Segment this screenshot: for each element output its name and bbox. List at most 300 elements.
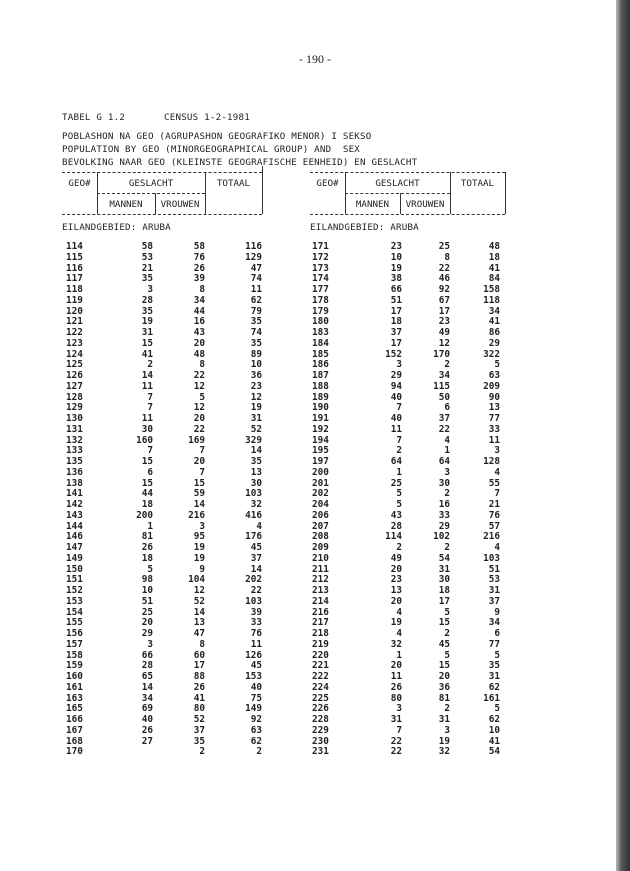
table-row (312, 479, 512, 490)
geo-cell: 114 (66, 241, 83, 252)
table-row (66, 618, 266, 629)
table-row (312, 726, 512, 737)
vrouwen-cell: 48 (193, 348, 205, 360)
geo-cell: 132 (66, 434, 83, 446)
vrouwen-cell: 3 (444, 724, 450, 736)
vrouwen-cell: 8 (444, 251, 450, 263)
table-row (66, 403, 266, 414)
vrouwen-cell: 216 (188, 509, 205, 521)
geo-cell: 165 (66, 703, 83, 715)
totaal-cell: 84 (488, 273, 500, 285)
table-row (66, 500, 266, 511)
table-row (312, 543, 512, 554)
left-region-label: EILANDGEBIED: ARUBA (62, 222, 171, 233)
table-row (312, 715, 512, 726)
vrouwen-cell: 20 (193, 337, 205, 349)
mannen-cell: 35 (141, 273, 153, 285)
geo-cell: 226 (312, 703, 329, 715)
geo-cell: 119 (66, 294, 83, 306)
vrouwen-cell: 32 (438, 746, 450, 758)
left-header-mid-rule (97, 193, 205, 194)
table-row (66, 608, 266, 619)
mannen-cell: 1 (396, 649, 402, 661)
mannen-cell: 3 (396, 703, 402, 715)
mannen-cell: 31 (141, 327, 153, 338)
left-header-totaal: TOTAAL (216, 178, 251, 189)
geo-cell: 141 (66, 488, 83, 500)
totaal-cell: 202 (245, 574, 262, 586)
mannen-cell: 22 (390, 735, 402, 747)
totaal-cell: 53 (488, 574, 500, 586)
mannen-cell: 41 (141, 348, 153, 360)
table-row (66, 683, 266, 694)
mannen-cell: 66 (390, 284, 402, 295)
mannen-cell: 98 (141, 574, 153, 586)
vrouwen-cell: 104 (188, 574, 205, 586)
table-row (66, 382, 266, 393)
table-row (66, 339, 266, 350)
geo-cell: 161 (66, 681, 83, 693)
totaal-cell: 45 (250, 542, 262, 553)
vrouwen-cell: 22 (193, 370, 205, 381)
geo-cell: 155 (66, 617, 83, 629)
table-row (312, 328, 512, 339)
table-row (312, 683, 512, 694)
left-header-mannen: MANNEN (109, 199, 143, 210)
mannen-cell: 160 (136, 434, 153, 446)
totaal-cell: 10 (250, 359, 262, 371)
table-row (312, 274, 512, 285)
right-header-geslacht: GESLACHT (375, 178, 420, 189)
vrouwen-cell: 14 (193, 499, 205, 510)
mannen-cell: 80 (390, 692, 402, 704)
table-row (66, 640, 266, 651)
totaal-cell: 118 (483, 294, 500, 306)
vrouwen-cell: 43 (193, 327, 205, 338)
totaal-cell: 63 (488, 370, 500, 381)
table-row (66, 586, 266, 597)
geo-cell: 184 (312, 337, 329, 349)
geo-cell: 173 (312, 262, 329, 274)
mannen-cell: 30 (141, 423, 153, 435)
geo-cell: 156 (66, 628, 83, 639)
mannen-cell: 20 (390, 660, 402, 672)
vrouwen-cell: 1 (444, 445, 450, 457)
vrouwen-cell: 34 (193, 294, 205, 306)
totaal-cell: 19 (250, 402, 262, 414)
mannen-cell: 19 (141, 316, 153, 328)
mannen-cell: 114 (385, 531, 402, 543)
mannen-cell: 53 (141, 251, 153, 263)
geo-cell: 180 (312, 316, 329, 328)
geo-cell: 204 (312, 499, 329, 510)
geo-cell: 130 (66, 413, 83, 424)
vrouwen-cell: 33 (438, 509, 450, 521)
vrouwen-cell: 16 (438, 499, 450, 510)
geo-cell: 158 (66, 649, 83, 661)
totaal-cell: 76 (250, 628, 262, 639)
geo-cell: 160 (66, 671, 83, 682)
geo-cell: 194 (312, 434, 329, 446)
totaal-cell: 11 (488, 434, 500, 446)
totaal-cell: 37 (488, 595, 500, 607)
vrouwen-cell: 20 (193, 413, 205, 424)
totaal-cell: 35 (250, 456, 262, 467)
vrouwen-cell: 29 (438, 520, 450, 532)
totaal-cell: 51 (488, 563, 500, 575)
geo-cell: 210 (312, 552, 329, 564)
mannen-cell: 1 (147, 520, 153, 532)
totaal-cell: 62 (250, 294, 262, 306)
geo-cell: 146 (66, 531, 83, 543)
totaal-cell: 47 (250, 262, 262, 274)
table-row (312, 339, 512, 350)
geo-cell: 138 (66, 477, 83, 489)
table-row (312, 468, 512, 479)
totaal-cell: 4 (494, 466, 500, 478)
vrouwen-cell: 2 (444, 628, 450, 639)
mannen-cell: 2 (147, 359, 153, 371)
mannen-cell: 34 (141, 692, 153, 704)
left-header-top-rule (62, 172, 262, 173)
mannen-cell: 7 (147, 445, 153, 457)
table-row (312, 317, 512, 328)
geo-cell: 206 (312, 509, 329, 521)
geo-cell: 144 (66, 520, 83, 532)
totaal-cell: 103 (245, 595, 262, 607)
geo-cell: 118 (66, 284, 83, 295)
vrouwen-cell: 17 (438, 595, 450, 607)
geo-cell: 185 (312, 348, 329, 360)
mannen-cell: 152 (385, 348, 402, 360)
totaal-cell: 90 (488, 391, 500, 403)
table-row (312, 457, 512, 468)
table-row (66, 704, 266, 715)
table-row (312, 554, 512, 565)
mannen-cell: 14 (141, 681, 153, 693)
table-row (312, 618, 512, 629)
vrouwen-cell: 15 (438, 660, 450, 672)
table-row (312, 264, 512, 275)
geo-cell: 217 (312, 617, 329, 629)
totaal-cell: 216 (483, 531, 500, 543)
vrouwen-cell: 12 (193, 585, 205, 596)
table-row (66, 328, 266, 339)
table-row (312, 597, 512, 608)
geo-cell: 218 (312, 628, 329, 639)
mannen-cell: 37 (390, 327, 402, 338)
geo-cell: 186 (312, 359, 329, 371)
table-row (312, 393, 512, 404)
totaal-cell: 75 (250, 692, 262, 704)
table-row (66, 393, 266, 404)
right-header-mannen: MANNEN (355, 199, 390, 210)
totaal-cell: 62 (488, 681, 500, 693)
table-row (312, 403, 512, 414)
totaal-cell: 18 (488, 251, 500, 263)
geo-cell: 131 (66, 423, 83, 435)
totaal-cell: 4 (494, 542, 500, 553)
totaal-cell: 23 (250, 380, 262, 392)
table-row (312, 414, 512, 425)
totaal-cell: 74 (250, 327, 262, 338)
totaal-cell: 11 (250, 638, 262, 650)
table-row (66, 436, 266, 447)
totaal-cell: 89 (250, 348, 262, 360)
geo-cell: 214 (312, 595, 329, 607)
totaal-cell: 10 (488, 724, 500, 736)
geo-cell: 116 (66, 262, 83, 274)
geo-cell: 192 (312, 423, 329, 435)
totaal-cell: 40 (250, 681, 262, 693)
table-row (312, 737, 512, 748)
mannen-cell: 27 (141, 735, 153, 747)
mannen-cell: 1 (396, 466, 402, 478)
geo-cell: 231 (312, 746, 329, 758)
geo-cell: 202 (312, 488, 329, 500)
table-row (66, 661, 266, 672)
vrouwen-cell: 30 (438, 574, 450, 586)
vrouwen-cell: 22 (438, 262, 450, 274)
totaal-cell: 34 (488, 305, 500, 317)
vrouwen-cell: 34 (438, 370, 450, 381)
totaal-cell: 45 (250, 660, 262, 672)
mannen-cell: 200 (136, 509, 153, 521)
mannen-cell: 26 (141, 724, 153, 736)
vrouwen-cell: 22 (193, 423, 205, 435)
mannen-cell: 7 (147, 391, 153, 403)
right-header-top-rule (310, 172, 505, 173)
totaal-cell: 5 (494, 649, 500, 661)
table-row (66, 651, 266, 662)
geo-cell: 171 (312, 241, 329, 252)
totaal-cell: 57 (488, 520, 500, 532)
geo-cell: 212 (312, 574, 329, 586)
mannen-cell: 64 (390, 456, 402, 467)
totaal-cell: 35 (250, 337, 262, 349)
totaal-cell: 33 (250, 617, 262, 629)
geo-cell: 163 (66, 692, 83, 704)
mannen-cell: 65 (141, 671, 153, 682)
table-row (66, 565, 266, 576)
table-row (66, 726, 266, 737)
geo-cell: 213 (312, 585, 329, 596)
geo-cell: 147 (66, 542, 83, 553)
geo-cell: 124 (66, 348, 83, 360)
geo-cell: 209 (312, 542, 329, 553)
totaal-cell: 12 (250, 391, 262, 403)
table-row (66, 694, 266, 705)
vrouwen-cell: 102 (433, 531, 450, 543)
mannen-cell: 10 (141, 585, 153, 596)
totaal-cell: 4 (256, 520, 262, 532)
geo-cell: 221 (312, 660, 329, 672)
totaal-cell: 35 (488, 660, 500, 672)
totaal-cell: 79 (250, 305, 262, 317)
vrouwen-cell: 2 (444, 542, 450, 553)
table-row (66, 253, 266, 264)
vrouwen-cell: 2 (199, 746, 205, 758)
geo-cell: 216 (312, 606, 329, 618)
mannen-cell: 26 (390, 681, 402, 693)
vrouwen-cell: 5 (199, 391, 205, 403)
geo-cell: 136 (66, 466, 83, 478)
geo-cell: 170 (66, 746, 83, 758)
right-header-geo: GEO# (316, 178, 339, 189)
geo-cell: 224 (312, 681, 329, 693)
table-row (312, 242, 512, 253)
table-row (66, 468, 266, 479)
vrouwen-cell: 52 (193, 714, 205, 725)
table-row (312, 500, 512, 511)
title-papiamento: POBLASHON NA GEO (AGRUPASHON GEOGRAFIKO MENOR) I SEKSO (62, 131, 372, 142)
totaal-cell: 35 (250, 316, 262, 328)
mannen-cell: 4 (396, 606, 402, 618)
table-row (312, 285, 512, 296)
vrouwen-cell: 39 (193, 273, 205, 285)
table-row (312, 425, 512, 436)
left-header-geslacht: GESLACHT (128, 178, 174, 189)
vrouwen-cell: 2 (444, 703, 450, 715)
mannen-cell: 2 (396, 445, 402, 457)
mannen-cell: 3 (396, 359, 402, 371)
table-row (66, 737, 266, 748)
geo-cell: 229 (312, 724, 329, 736)
vrouwen-cell: 18 (438, 585, 450, 596)
table-row (66, 242, 266, 253)
right-header-divider (505, 172, 506, 214)
mannen-cell: 13 (390, 585, 402, 596)
vrouwen-cell: 7 (199, 466, 205, 478)
table-row (66, 522, 266, 533)
geo-cell: 191 (312, 413, 329, 424)
mannen-cell: 51 (141, 595, 153, 607)
geo-cell: 142 (66, 499, 83, 510)
totaal-cell: 5 (494, 703, 500, 715)
totaal-cell: 30 (250, 477, 262, 489)
totaal-cell: 62 (488, 714, 500, 725)
vrouwen-cell: 20 (438, 671, 450, 682)
totaal-cell: 22 (250, 585, 262, 596)
geo-cell: 208 (312, 531, 329, 543)
mannen-cell: 15 (141, 477, 153, 489)
mannen-cell: 11 (390, 423, 402, 435)
mannen-cell: 10 (390, 251, 402, 263)
totaal-cell: 416 (245, 509, 262, 521)
totaal-cell: 34 (488, 617, 500, 629)
vrouwen-cell: 8 (199, 284, 205, 295)
table-row (312, 532, 512, 543)
geo-cell: 168 (66, 735, 83, 747)
table-row (312, 253, 512, 264)
geo-cell: 178 (312, 294, 329, 306)
geo-cell: 159 (66, 660, 83, 672)
geo-cell: 126 (66, 370, 83, 381)
mannen-cell: 22 (390, 746, 402, 758)
geo-cell: 211 (312, 563, 329, 575)
vrouwen-cell: 2 (444, 359, 450, 371)
geo-cell: 149 (66, 552, 83, 564)
geo-cell: 123 (66, 337, 83, 349)
vrouwen-cell: 9 (199, 563, 205, 575)
totaal-cell: 329 (245, 434, 262, 446)
vrouwen-cell: 12 (438, 337, 450, 349)
table-row (66, 425, 266, 436)
mannen-cell: 43 (390, 509, 402, 521)
totaal-cell: 14 (250, 445, 262, 457)
geo-cell: 150 (66, 563, 83, 575)
geo-cell: 207 (312, 520, 329, 532)
right-table-body (312, 242, 512, 758)
right-header-totaal: TOTAAL (460, 178, 495, 189)
mannen-cell: 29 (141, 628, 153, 639)
vrouwen-cell: 76 (193, 251, 205, 263)
vrouwen-cell: 58 (193, 241, 205, 252)
mannen-cell: 32 (390, 638, 402, 650)
vrouwen-cell: 49 (438, 327, 450, 338)
geo-cell: 177 (312, 284, 329, 295)
table-row (66, 747, 266, 758)
table-row (66, 554, 266, 565)
totaal-cell: 37 (250, 552, 262, 564)
table-row (66, 489, 266, 500)
table-row (66, 532, 266, 543)
totaal-cell: 13 (488, 402, 500, 414)
mannen-cell: 49 (390, 552, 402, 564)
table-row (66, 629, 266, 640)
vrouwen-cell: 25 (438, 241, 450, 252)
mannen-cell: 20 (390, 563, 402, 575)
geo-cell: 172 (312, 251, 329, 263)
mannen-cell: 6 (147, 466, 153, 478)
vrouwen-cell: 8 (199, 359, 205, 371)
table-row (312, 661, 512, 672)
mannen-cell: 18 (390, 316, 402, 328)
table-row (312, 446, 512, 457)
totaal-cell: 3 (494, 445, 500, 457)
mannen-cell: 58 (141, 241, 153, 252)
mannen-cell: 28 (141, 660, 153, 672)
totaal-cell: 149 (245, 703, 262, 715)
totaal-cell: 11 (250, 284, 262, 295)
table-row (66, 715, 266, 726)
mannen-cell: 25 (141, 606, 153, 618)
table-row (312, 747, 512, 758)
right-region-label: EILANDGEBIED: ARUBA (310, 222, 419, 233)
mannen-cell: 14 (141, 370, 153, 381)
totaal-cell: 86 (488, 327, 500, 338)
vrouwen-cell: 37 (438, 413, 450, 424)
vrouwen-cell: 44 (193, 305, 205, 317)
table-row (312, 694, 512, 705)
geo-cell: 151 (66, 574, 83, 586)
geo-cell: 228 (312, 714, 329, 725)
mannen-cell: 26 (141, 542, 153, 553)
geo-cell: 201 (312, 477, 329, 489)
table-row (312, 672, 512, 683)
vrouwen-cell: 31 (438, 563, 450, 575)
mannen-cell: 19 (390, 262, 402, 274)
mannen-cell: 31 (390, 714, 402, 725)
geo-cell: 121 (66, 316, 83, 328)
totaal-cell: 21 (488, 499, 500, 510)
vrouwen-cell: 59 (193, 488, 205, 500)
table-row (66, 414, 266, 425)
mannen-cell: 7 (396, 402, 402, 414)
vrouwen-cell: 17 (438, 305, 450, 317)
vrouwen-cell: 16 (193, 316, 205, 328)
totaal-cell: 13 (250, 466, 262, 478)
